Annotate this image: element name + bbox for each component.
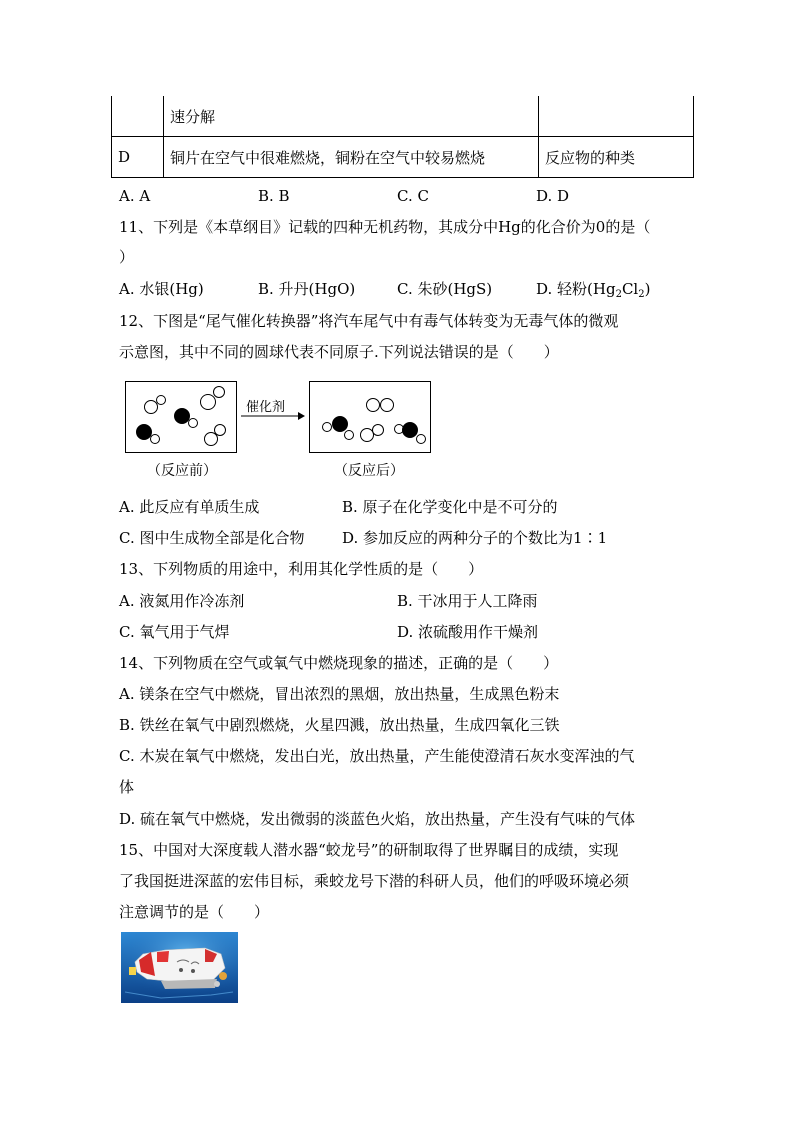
question-15-stem-cont: 了我国挺进深蓝的宏伟目标，乘蛟龙号下潜的科研人员，他们的呼吸环境必须 bbox=[119, 872, 630, 890]
white-atom bbox=[366, 398, 380, 412]
table-cell: 反应物的种类 bbox=[539, 137, 694, 178]
table-cell: D bbox=[112, 137, 164, 178]
option-a: A. 液氮用作冷冻剂 bbox=[119, 592, 245, 610]
option-d: D. 硫在氧气中燃烧，发出微弱的淡蓝色火焰，放出热量，产生没有气味的气体 bbox=[119, 810, 636, 828]
table-cell: 速分解 bbox=[164, 96, 539, 137]
small-atom bbox=[150, 434, 160, 444]
before-reaction-box bbox=[125, 381, 237, 453]
formula-subscript: 2 bbox=[638, 289, 645, 300]
arrow-label: 催化剂 bbox=[246, 400, 286, 415]
formula-part: ) bbox=[644, 280, 651, 298]
question-14-stem: 14、下列物质在空气或氧气中燃烧现象的描述，正确的是（ ） bbox=[119, 654, 559, 672]
question-11-stem-end: ） bbox=[119, 248, 135, 266]
white-atom bbox=[380, 398, 394, 412]
after-label: （反应后） bbox=[334, 463, 404, 479]
white-atom bbox=[200, 394, 216, 410]
table-cell bbox=[112, 96, 164, 137]
question-15-stem-end: 注意调节的是（ ） bbox=[119, 903, 270, 921]
option-b: B. 干冰用于人工降雨 bbox=[397, 592, 538, 610]
submarine-image bbox=[121, 932, 238, 1003]
option-c: C. C bbox=[397, 187, 429, 205]
question-12-stem: 12、下图是“尾气催化转换器”将汽车尾气中有毒气体转变为无毒气体的微观 bbox=[119, 312, 619, 330]
before-label: （反应前） bbox=[147, 463, 217, 479]
formula-subscript: 2 bbox=[615, 289, 622, 300]
option-b: B. 铁丝在氧气中剧烈燃烧，火星四溅，放出热量，生成四氧化三铁 bbox=[119, 716, 560, 734]
option-a: A. A bbox=[119, 187, 151, 205]
small-atom bbox=[188, 418, 198, 428]
answer-table bbox=[111, 96, 694, 178]
option-d: D. D bbox=[536, 187, 570, 205]
option-d: D. 浓硫酸用作干燥剂 bbox=[397, 623, 539, 641]
option-a: A. 镁条在空气中燃烧，冒出浓烈的黑烟，放出热量，生成黑色粉末 bbox=[119, 685, 560, 703]
option-b: B. 升丹(HgO) bbox=[258, 280, 356, 298]
question-12-stem-cont: 示意图，其中不同的圆球代表不同原子.下列说法错误的是（ ） bbox=[119, 343, 559, 361]
small-atom bbox=[344, 430, 354, 440]
option-c: C. 氧气用于气焊 bbox=[119, 623, 230, 641]
table-row bbox=[112, 96, 694, 137]
option-b: B. 原子在化学变化中是不可分的 bbox=[342, 498, 558, 516]
formula-part: Cl bbox=[621, 280, 639, 298]
option-d: D. 参加反应的两种分子的个数比为1∶1 bbox=[342, 529, 608, 547]
reaction-arrow bbox=[240, 410, 306, 422]
option-c: C. 木炭在氧气中燃烧，发出白光，放出热量，产生能使澄清石灰水变浑浊的气 bbox=[119, 747, 635, 765]
small-atom bbox=[416, 434, 426, 444]
option-c: C. 图中生成物全部是化合物 bbox=[119, 529, 305, 547]
table-cell bbox=[539, 96, 694, 137]
black-atom bbox=[402, 422, 418, 438]
option-b: B. B bbox=[258, 187, 290, 205]
white-atom bbox=[213, 386, 225, 398]
question-15-stem: 15、中国对大深度载人潜水器“蛟龙号”的研制取得了世界瞩目的成绩，实现 bbox=[119, 841, 619, 859]
option-c-cont: 体 bbox=[119, 778, 135, 796]
option-a: A. 此反应有单质生成 bbox=[119, 498, 260, 516]
after-reaction-box bbox=[309, 381, 431, 453]
table-row bbox=[112, 137, 694, 178]
small-atom bbox=[322, 422, 332, 432]
option-c: C. 朱砂(HgS) bbox=[397, 280, 493, 298]
option-d bbox=[536, 277, 650, 301]
formula-part: D. 轻粉(Hg bbox=[536, 280, 616, 298]
option-a: A. 水银(Hg) bbox=[119, 280, 204, 298]
table-cell: 铜片在空气中很难燃烧，铜粉在空气中较易燃烧 bbox=[164, 137, 539, 178]
small-atom bbox=[156, 395, 166, 405]
question-11-stem: 11、下列是《本草纲目》记载的四种无机药物，其成分中Hg的化合价为0的是（ bbox=[119, 218, 651, 236]
white-atom bbox=[214, 424, 226, 436]
black-atom bbox=[332, 416, 348, 432]
white-atom bbox=[372, 424, 384, 436]
question-13-stem: 13、下列物质的用途中，利用其化学性质的是（ ） bbox=[119, 560, 484, 578]
